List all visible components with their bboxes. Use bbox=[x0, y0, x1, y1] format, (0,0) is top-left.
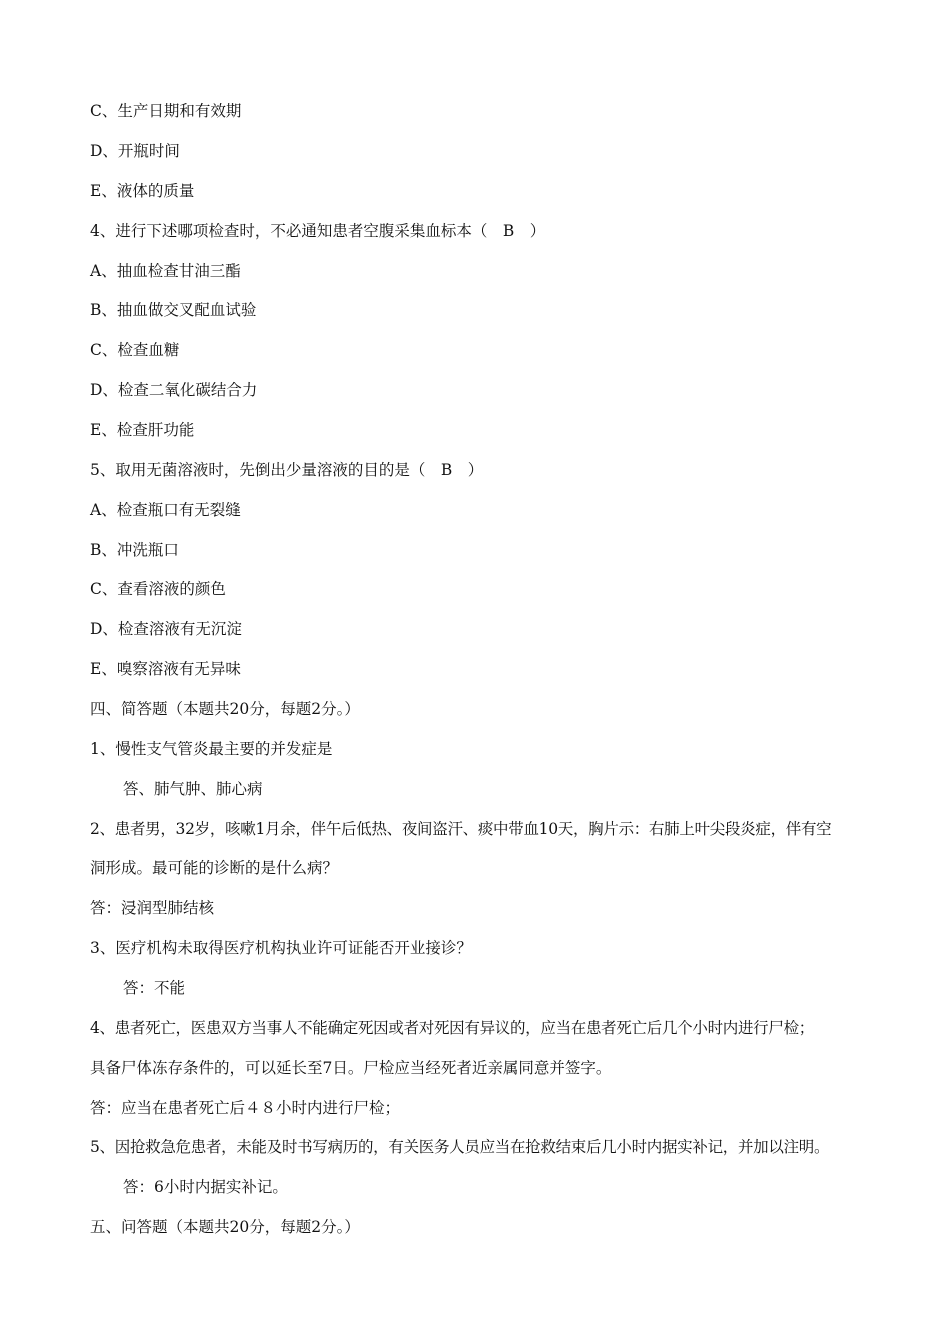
question-line: 洞形成。最可能的诊断的是什么病？ bbox=[90, 859, 339, 877]
option-line: A、抽血检查甘油三酯 bbox=[90, 262, 241, 280]
answer-line: 答、肺气肿、肺心病 bbox=[123, 780, 263, 798]
option-line: C、检查血糖 bbox=[90, 341, 180, 359]
question-line: 具备尸体冻存条件的，可以延长至7日。尸检应当经死者近亲属同意并签字。 bbox=[90, 1059, 612, 1077]
question-line: 2、患者男，32岁，咳嗽1月余，伴午后低热、夜间盗汗、痰中带血10天，胸片示：右肺上叶尖段炎症，伴有空 bbox=[90, 820, 832, 838]
question-line: 3、医疗机构未取得医疗机构执业许可证能否开业接诊？ bbox=[90, 939, 472, 957]
option-line: D、开瓶时间 bbox=[90, 142, 180, 160]
question-line: 5、因抢救急危患者，未能及时书写病历的，有关医务人员应当在抢救结束后几小时内据实补记，并加以注明。 bbox=[90, 1138, 830, 1156]
question-line: 4、进行下述哪项检查时，不必通知患者空腹采集血标本（ B ） bbox=[90, 222, 546, 240]
option-line: C、生产日期和有效期 bbox=[90, 102, 242, 120]
answer-line: 答：不能 bbox=[123, 979, 186, 997]
question-line: 1、慢性支气管炎最主要的并发症是 bbox=[90, 740, 333, 758]
section-heading: 五、问答题（本题共20分，每题2分。） bbox=[90, 1218, 360, 1236]
option-line: E、液体的质量 bbox=[90, 182, 195, 200]
question-line: 4、患者死亡，医患双方当事人不能确定死因或者对死因有异议的，应当在患者死亡后几个小时内进行尸检； bbox=[90, 1019, 814, 1037]
section-heading: 四、简答题（本题共20分，每题2分。） bbox=[90, 700, 360, 718]
option-line: C、查看溶液的颜色 bbox=[90, 580, 226, 598]
option-line: B、抽血做交叉配血试验 bbox=[90, 301, 257, 319]
option-line: E、嗅察溶液有无异味 bbox=[90, 660, 241, 678]
option-line: B、冲洗瓶口 bbox=[90, 541, 179, 559]
option-line: D、检查溶液有无沉淀 bbox=[90, 620, 242, 638]
option-line: D、检查二氧化碳结合力 bbox=[90, 381, 258, 399]
answer-line: 答：应当在患者死亡后４８小时内进行尸检； bbox=[90, 1099, 401, 1117]
option-line: A、检查瓶口有无裂缝 bbox=[90, 501, 241, 519]
question-line: 5、取用无菌溶液时，先倒出少量溶液的目的是（ B ） bbox=[90, 461, 484, 479]
answer-line: 答：浸润型肺结核 bbox=[90, 899, 215, 917]
option-line: E、检查肝功能 bbox=[90, 421, 195, 439]
answer-line: 答：6小时内据实补记。 bbox=[123, 1178, 288, 1196]
